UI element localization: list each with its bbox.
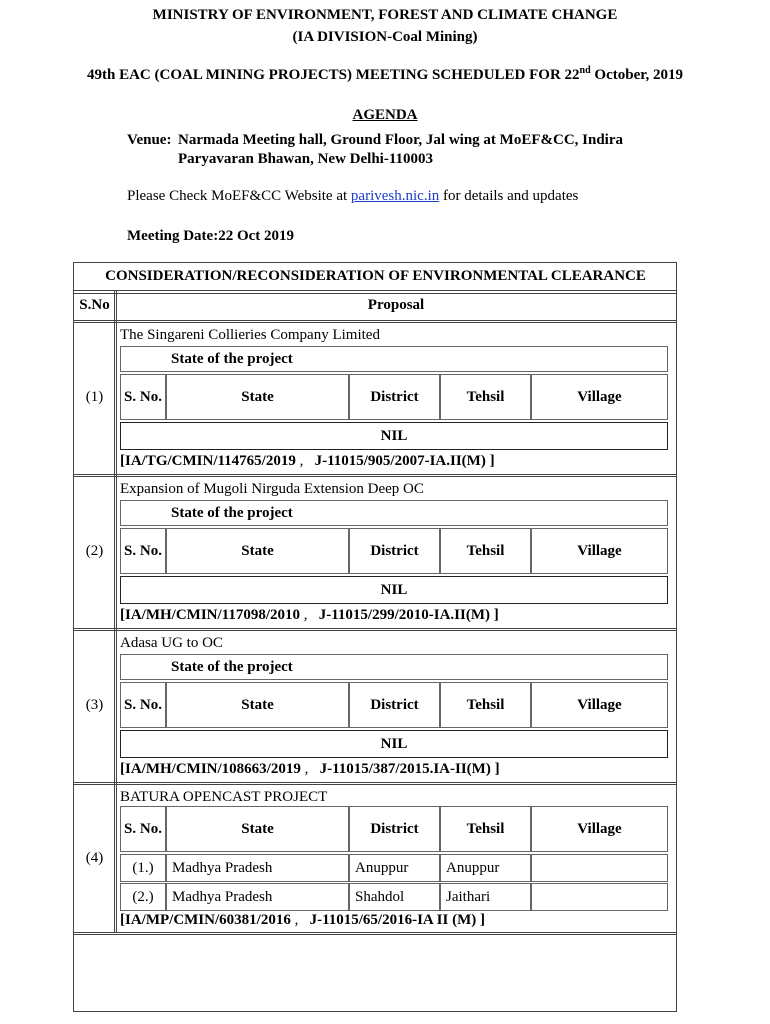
location-sno: (2.) bbox=[120, 883, 166, 911]
subheader-state: State bbox=[166, 806, 349, 852]
subheader-sno: S. No. bbox=[120, 528, 166, 574]
venue-label: Venue: bbox=[127, 132, 172, 148]
location-tehsil: Jaithari bbox=[440, 883, 531, 911]
location-state: Madhya Pradesh bbox=[166, 854, 349, 882]
subheader-village: Village bbox=[531, 806, 668, 852]
venue-line-1: Narmada Meeting hall, Ground Floor, Jal wing at MoEF&CC, Indira bbox=[178, 132, 624, 148]
state-of-project-label: State of the project bbox=[120, 654, 668, 680]
proposal-reference: [IA/MH/CMIN/117098/2010 , J-11015/299/2010-IA.II(M) ] bbox=[120, 607, 499, 623]
column-header-proposal: Proposal bbox=[367, 297, 425, 313]
row-sno: (4) bbox=[85, 850, 104, 866]
proposal-title: Adasa UG to OC bbox=[120, 635, 223, 651]
column-header-sno: S.No bbox=[79, 297, 110, 313]
row-sno: (2) bbox=[85, 543, 104, 559]
nil-box: NIL bbox=[120, 576, 668, 604]
subheader-tehsil: Tehsil bbox=[440, 806, 531, 852]
proposal-title: BATURA OPENCAST PROJECT bbox=[120, 789, 328, 805]
state-of-project-label: State of the project bbox=[120, 346, 668, 372]
venue bbox=[127, 131, 623, 169]
subheader-district: District bbox=[349, 682, 440, 728]
subheader-state: State bbox=[166, 528, 349, 574]
nil-box: NIL bbox=[120, 730, 668, 758]
subheader-sno: S. No. bbox=[120, 806, 166, 852]
row-sno: (1) bbox=[85, 389, 104, 405]
location-state: Madhya Pradesh bbox=[166, 883, 349, 911]
subheader-sno: S. No. bbox=[120, 682, 166, 728]
agenda-heading: AGENDA bbox=[352, 107, 418, 123]
subheader-state: State bbox=[166, 682, 349, 728]
subheader-village: Village bbox=[531, 528, 668, 574]
subheader-district: District bbox=[349, 374, 440, 420]
meeting-date: Meeting Date:22 Oct 2019 bbox=[127, 228, 295, 244]
website-note: Please Check MoEF&CC Website at parivesh.nic.in for details and updates bbox=[127, 188, 579, 204]
subheader-tehsil: Tehsil bbox=[440, 682, 531, 728]
location-district: Shahdol bbox=[349, 883, 440, 911]
subheader-tehsil: Tehsil bbox=[440, 374, 531, 420]
nil-box: NIL bbox=[120, 422, 668, 450]
subheader-tehsil: Tehsil bbox=[440, 528, 531, 574]
venue-line-2: Paryavaran Bhawan, New Delhi-110003 bbox=[178, 151, 433, 167]
proposal-title: The Singareni Collieries Company Limited bbox=[120, 327, 380, 343]
location-tehsil: Anuppur bbox=[440, 854, 531, 882]
subheader-village: Village bbox=[531, 374, 668, 420]
proposal-reference: [IA/MH/CMIN/108663/2019 , J-11015/387/2015.IA-II(M) ] bbox=[120, 761, 500, 777]
subheader-village: Village bbox=[531, 682, 668, 728]
subheader-sno: S. No. bbox=[120, 374, 166, 420]
location-village bbox=[531, 854, 668, 882]
location-village bbox=[531, 883, 668, 911]
meeting-title: 49th EAC (COAL MINING PROJECTS) MEETING SCHEDULED FOR 22nd October, 2019 bbox=[86, 65, 684, 83]
state-of-project-label: State of the project bbox=[120, 500, 668, 526]
location-sno: (1.) bbox=[120, 854, 166, 882]
subheader-district: District bbox=[349, 806, 440, 852]
division-title: (IA DIVISION-Coal Mining) bbox=[292, 29, 478, 45]
ministry-title: MINISTRY OF ENVIRONMENT, FOREST AND CLIMATE CHANGE bbox=[152, 7, 618, 23]
proposal-reference: [IA/TG/CMIN/114765/2019 , J-11015/905/2007-IA.II(M) ] bbox=[120, 453, 495, 469]
proposal-reference: [IA/MP/CMIN/60381/2016 , J-11015/65/2016-IA II (M) ] bbox=[120, 912, 485, 928]
section-title: CONSIDERATION/RECONSIDERATION OF ENVIRONMENTAL CLEARANCE bbox=[105, 268, 646, 284]
location-district: Anuppur bbox=[349, 854, 440, 882]
subheader-district: District bbox=[349, 528, 440, 574]
proposal-title: Expansion of Mugoli Nirguda Extension Deep OC bbox=[120, 481, 424, 497]
row-sno: (3) bbox=[85, 697, 104, 713]
subheader-state: State bbox=[166, 374, 349, 420]
parivesh-link[interactable]: parivesh.nic.in bbox=[350, 188, 440, 204]
